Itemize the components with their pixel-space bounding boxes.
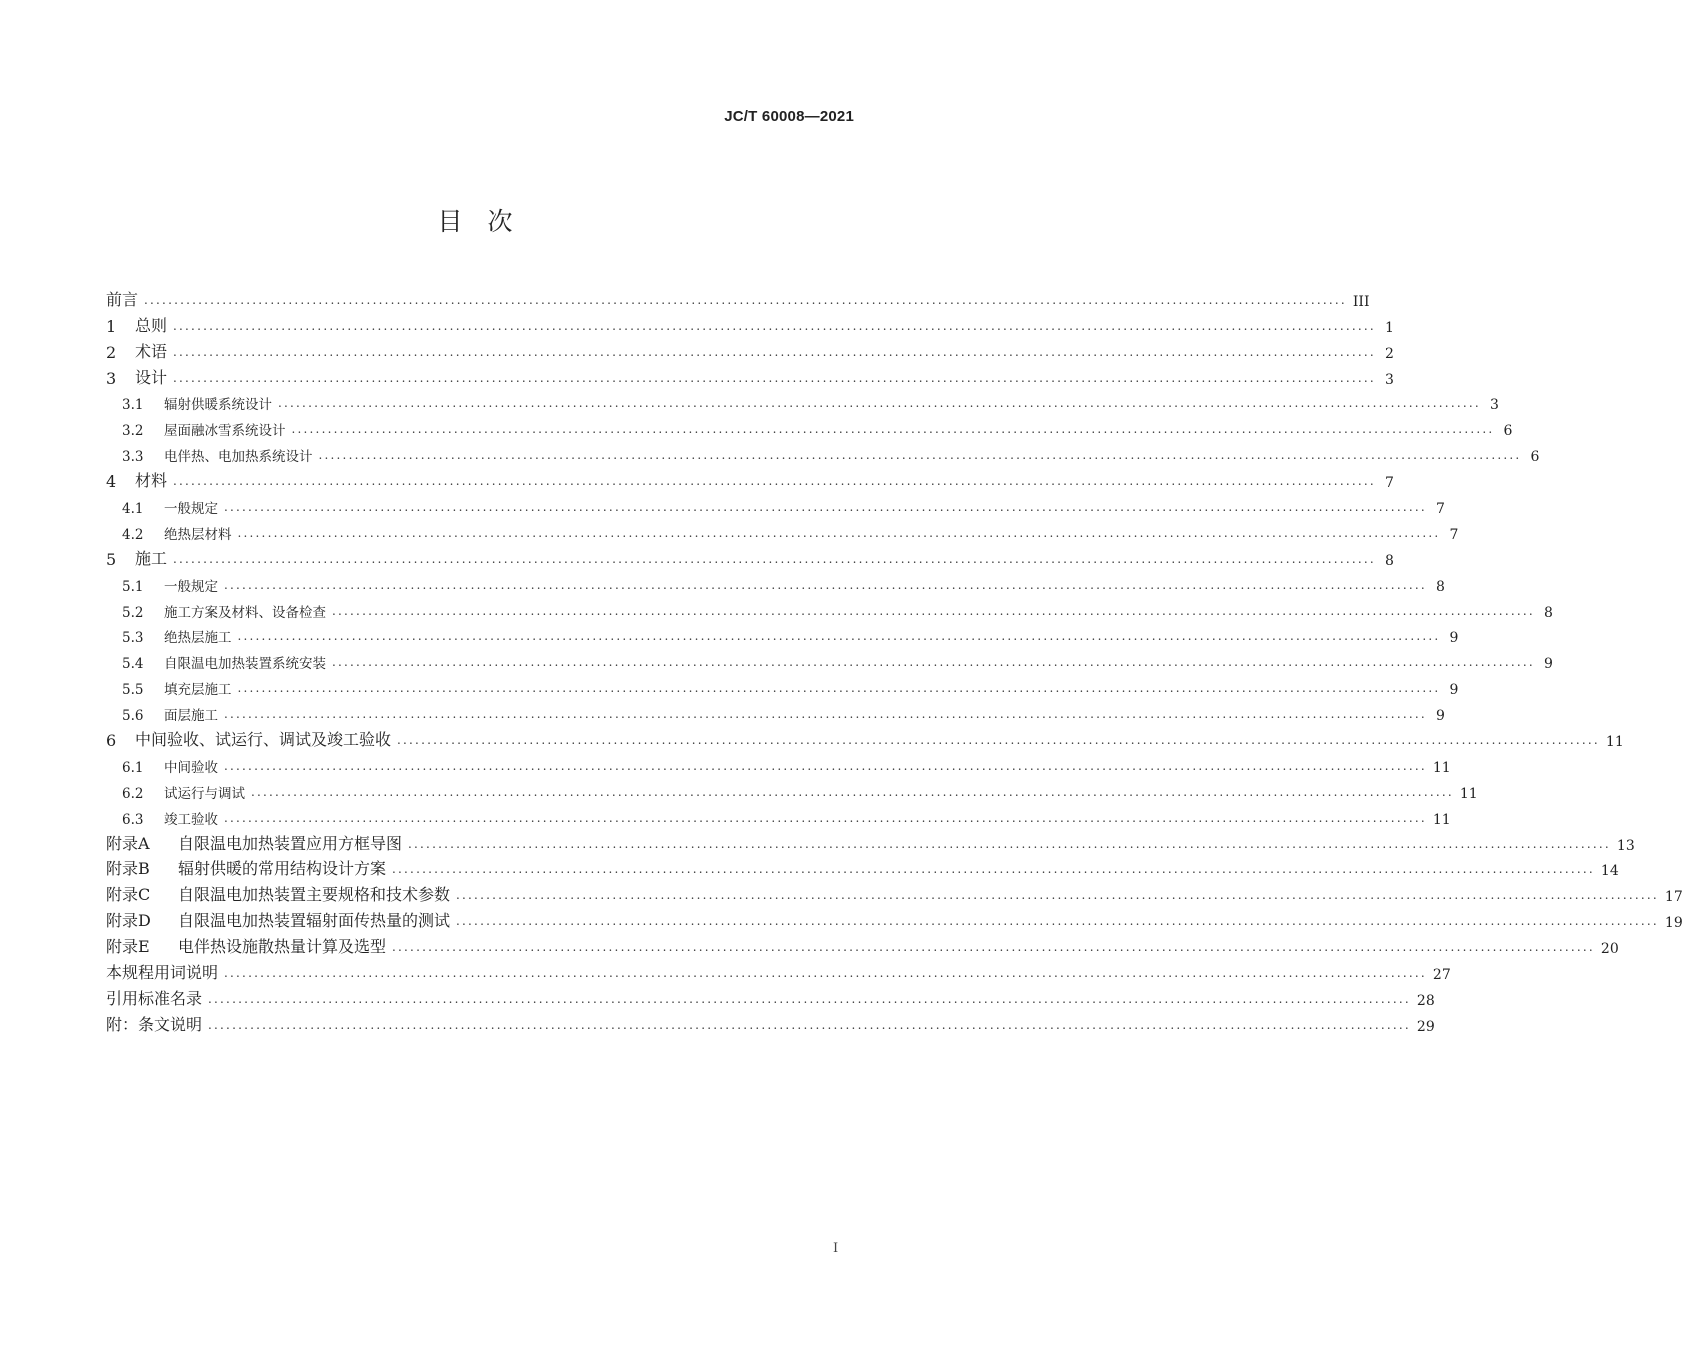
toc-entry-label: 本规程用词说明 (106, 963, 219, 983)
toc-entry-number: 4 (106, 472, 117, 492)
toc-entry-label: 自限温电加热装置主要规格和技术参数 (178, 885, 451, 905)
toc-entry-page: 2 (1384, 345, 1394, 362)
toc-entry[interactable] (106, 646, 1553, 673)
toc-entry-page: 11 (1459, 785, 1478, 802)
toc-leader-dots: ........................................................................................................................................................................................................ (208, 991, 1411, 1006)
toc-leader-dots: ........................................................................................................................................................................................................ (173, 551, 1376, 566)
toc-entry-page: 1 (1384, 319, 1394, 336)
toc-entry-number: 5.4 (122, 656, 144, 673)
toc-entry-number: 6.3 (122, 811, 144, 828)
toc-entry-label: 前言 (106, 289, 139, 309)
toc-entry[interactable] (106, 413, 1513, 440)
toc-entry-page: 7 (1384, 475, 1394, 492)
toc-entry-label: 电伴热、电加热系统设计 (164, 449, 313, 466)
toc-entry-label: 竣工验收 (164, 811, 218, 828)
toc-entry-page: 3 (1489, 397, 1499, 414)
toc-entry[interactable] (106, 491, 1445, 518)
toc-entry-page: 8 (1543, 604, 1553, 621)
toc-entry[interactable] (106, 543, 1394, 569)
toc-leader-dots: ........................................................................................................................................................................................................ (224, 966, 1427, 981)
toc-entry-page: 3 (1384, 371, 1394, 388)
toc-leader-dots: ........................................................................................................................................................................................................ (251, 784, 1454, 799)
toc-entry-number: 3.3 (122, 449, 144, 466)
toc-entry-number: 5 (106, 549, 117, 569)
toc-leader-dots: ........................................................................................................................................................................................................ (224, 810, 1427, 825)
toc-entry-page: 9 (1449, 682, 1459, 699)
toc-entry-label: 电伴热设施散热量计算及选型 (178, 937, 387, 957)
toc-entry[interactable] (106, 776, 1478, 802)
toc-entry[interactable] (106, 621, 1459, 647)
page-number: I (833, 1241, 839, 1256)
toc-leader-dots: ........................................................................................................................................................................................................ (237, 629, 1441, 644)
toc-entry[interactable] (106, 336, 1394, 362)
toc-entry-number: 5.3 (122, 630, 144, 647)
toc-leader-dots: ........................................................................................................................................................................................................ (237, 681, 1441, 696)
toc-entry-number: 6 (106, 731, 117, 751)
toc-entry-page: 7 (1449, 526, 1459, 543)
toc-entry-number: 5.2 (122, 604, 144, 621)
toc-entry-page: III (1352, 293, 1370, 310)
toc-entry[interactable] (106, 362, 1394, 388)
toc-entry-page: 19 (1664, 915, 1683, 932)
toc-entry[interactable] (106, 931, 1619, 958)
toc-entry[interactable] (106, 983, 1435, 1009)
toc-entry-label: 屋面融冰雪系统设计 (164, 423, 286, 440)
standard-code: JC/T 60008—2021 (724, 108, 854, 125)
toc-entry-page: 6 (1503, 423, 1513, 440)
toc-entry-label: 施工方案及材料、设备检查 (164, 604, 326, 621)
toc-entry-page: 29 (1416, 1018, 1435, 1035)
toc-entry[interactable] (106, 465, 1394, 492)
toc-entry-number: 2 (106, 342, 117, 362)
toc-entry[interactable] (106, 724, 1624, 751)
toc-entry-label: 试运行与调试 (164, 785, 245, 802)
toc-entry-label: 中间验收、试运行、调试及竣工验收 (135, 730, 392, 750)
toc-entry[interactable] (106, 672, 1459, 699)
toc-entry[interactable] (106, 284, 1370, 310)
toc-entry-label: 绝热层材料 (164, 526, 232, 543)
toc-entry-label: 附：条文说明 (106, 1014, 203, 1034)
toc-entry-page: 7 (1435, 501, 1445, 518)
toc-leader-dots: ........................................................................................................................................................................................................ (318, 448, 1522, 463)
toc-leader-dots: ........................................................................................................................................................................................................ (224, 500, 1427, 515)
toc-leader-dots: ........................................................................................................................................................................................................ (456, 888, 1659, 903)
toc-entry-page: 11 (1605, 734, 1624, 751)
toc-entry-label: 面层施工 (164, 708, 218, 725)
toc-leader-dots: ........................................................................................................................................................................................................ (392, 862, 1595, 877)
toc-entry-label: 一般规定 (164, 578, 218, 595)
toc-entry-label: 术语 (135, 341, 168, 361)
toc-leader-dots: ........................................................................................................................................................................................................ (392, 940, 1595, 955)
toc-entry-label: 辐射供暖的常用结构设计方案 (178, 859, 387, 879)
toc-entry-label: 辐射供暖系统设计 (164, 397, 272, 414)
toc-leader-dots: ........................................................................................................................................................................................................ (397, 733, 1600, 748)
toc-entry-label: 总则 (135, 315, 168, 335)
toc-entry-page: 11 (1432, 759, 1451, 776)
toc-leader-dots: ........................................................................................................................................................................................................ (332, 655, 1535, 670)
toc-entry-number: 5.6 (122, 708, 144, 725)
toc-leader-dots: ........................................................................................................................................................................................................ (173, 344, 1376, 359)
toc-entry-label: 中间验收 (164, 759, 218, 776)
toc-entry-page: 28 (1416, 992, 1435, 1009)
toc-entry[interactable] (106, 957, 1451, 984)
toc-entry-page: 9 (1543, 656, 1553, 673)
page-title: 目 次 (437, 207, 513, 236)
toc-entry-number: 6.2 (122, 785, 144, 802)
toc-entry-page: 14 (1600, 863, 1619, 880)
toc-entry-page: 27 (1432, 967, 1451, 984)
toc-leader-dots: ........................................................................................................................................................................................................ (144, 292, 1347, 307)
toc-entry-label: 设计 (135, 367, 168, 387)
toc-entry-label: 材料 (135, 471, 168, 491)
toc-entry[interactable] (106, 905, 1683, 932)
toc-entry-number: 附录B (106, 859, 150, 879)
toc-entry-page: 11 (1432, 811, 1451, 828)
toc-entry-page: 8 (1435, 578, 1445, 595)
toc-entry-page: 8 (1384, 552, 1394, 569)
toc-entry[interactable] (106, 310, 1394, 336)
toc-entry[interactable] (106, 595, 1553, 621)
toc-entry[interactable] (106, 879, 1683, 906)
toc-leader-dots: ........................................................................................................................................................................................................ (278, 396, 1481, 411)
toc-entry-number: 1 (106, 316, 117, 336)
toc-leader-dots: ........................................................................................................................................................................................................ (291, 422, 1495, 437)
toc-entry-page: 9 (1449, 630, 1459, 647)
toc-entry-number: 4.1 (122, 501, 144, 518)
toc-entry-page: 17 (1664, 889, 1683, 906)
toc-entry-number: 附录E (106, 937, 150, 957)
toc-leader-dots: ........................................................................................................................................................................................................ (224, 707, 1427, 722)
toc-entry-label: 一般规定 (164, 501, 218, 518)
toc-entry[interactable] (106, 1009, 1435, 1035)
toc-entry-page: 6 (1530, 449, 1540, 466)
toc-leader-dots: ........................................................................................................................................................................................................ (332, 603, 1535, 618)
toc-leader-dots: ........................................................................................................................................................................................................ (173, 474, 1376, 489)
toc-entry-number: 3.1 (122, 397, 144, 414)
toc-entry-label: 施工 (135, 548, 168, 568)
toc-entry[interactable] (106, 388, 1499, 414)
toc-entry-number: 5.5 (122, 682, 144, 699)
toc-leader-dots: ........................................................................................................................................................................................................ (237, 525, 1441, 540)
table-of-contents (106, 284, 1683, 1035)
toc-entry[interactable] (106, 802, 1451, 828)
toc-leader-dots: ........................................................................................................................................................................................................ (208, 1017, 1411, 1032)
toc-entry-number: 4.2 (122, 526, 144, 543)
toc-entry-number: 附录C (106, 885, 151, 905)
toc-entry[interactable] (106, 517, 1459, 543)
toc-leader-dots: ........................................................................................................................................................................................................ (224, 577, 1427, 592)
toc-entry-number: 附录D (106, 911, 151, 931)
toc-entry-number: 附录A (106, 833, 150, 853)
toc-entry[interactable] (106, 828, 1635, 854)
toc-leader-dots: ........................................................................................................................................................................................................ (173, 318, 1376, 333)
toc-leader-dots: ........................................................................................................................................................................................................ (456, 914, 1659, 929)
toc-entry-number: 3.2 (122, 423, 144, 440)
toc-entry-label: 绝热层施工 (164, 630, 232, 647)
toc-leader-dots: ........................................................................................................................................................................................................ (173, 370, 1376, 385)
toc-entry-number: 6.1 (122, 759, 144, 776)
toc-entry-label: 自限温电加热装置辐射面传热量的测试 (178, 911, 451, 931)
toc-leader-dots: ........................................................................................................................................................................................................ (224, 758, 1427, 773)
toc-entry-number: 3 (106, 368, 117, 388)
toc-entry-page: 20 (1600, 941, 1619, 958)
toc-entry-label: 自限温电加热装置系统安装 (164, 656, 326, 673)
toc-entry[interactable] (106, 569, 1445, 595)
toc-leader-dots: ........................................................................................................................................................................................................ (408, 836, 1611, 851)
toc-entry-label: 引用标准名录 (106, 988, 203, 1008)
toc-entry-label: 自限温电加热装置应用方框导图 (178, 833, 403, 853)
toc-entry-number: 5.1 (122, 578, 144, 595)
toc-entry-label: 填充层施工 (164, 682, 232, 699)
toc-entry[interactable] (106, 439, 1540, 466)
toc-entry[interactable] (106, 750, 1451, 776)
toc-entry-page: 13 (1616, 837, 1635, 854)
toc-entry-page: 9 (1435, 708, 1445, 725)
toc-entry[interactable] (106, 854, 1619, 880)
toc-entry[interactable] (106, 698, 1445, 725)
